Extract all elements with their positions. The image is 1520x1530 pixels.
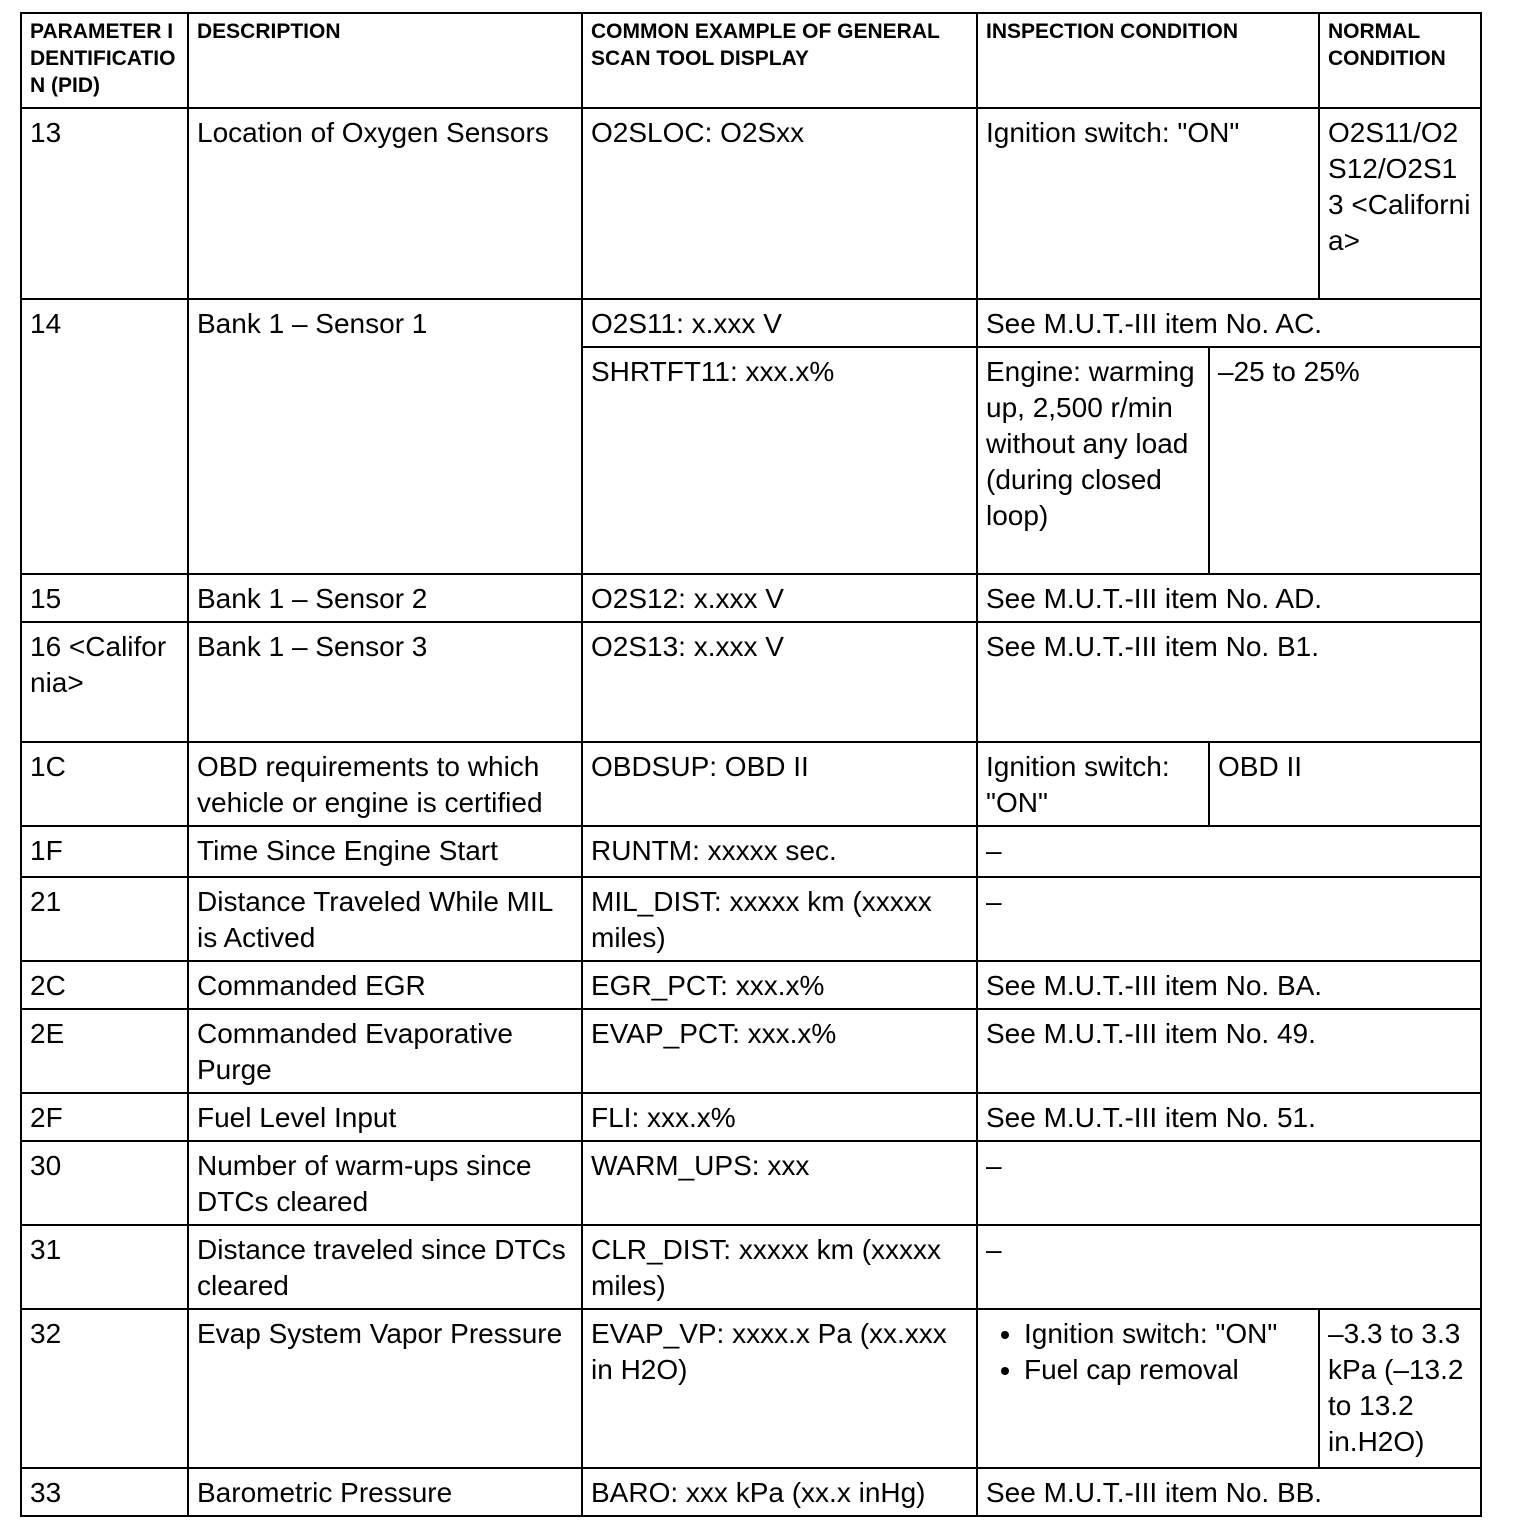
inspection-cell: Engine: warming up, 2,500 r/min without any load (during closed loop) xyxy=(977,347,1209,574)
table-row xyxy=(21,1468,1481,1516)
table-row xyxy=(21,1093,1481,1141)
inspection-cell xyxy=(977,1309,1319,1468)
table-row xyxy=(21,299,1481,347)
inspection-cell: See M.U.T.-III item No. 51. xyxy=(977,1093,1481,1141)
display-cell: O2S12: x.xxx V xyxy=(582,574,977,622)
description-cell: Location of Oxygen Sensors xyxy=(188,108,582,299)
pid-table xyxy=(20,12,1482,1517)
inspection-cell: See M.U.T.-III item No. AC. xyxy=(977,299,1481,347)
display-cell: EVAP_VP: xxxx.x Pa (xx.xxx in H2O) xyxy=(582,1309,977,1468)
table-row xyxy=(21,108,1481,299)
inspection-cell: Ignition switch: "ON" xyxy=(977,742,1209,826)
header-description: DESCRIPTION xyxy=(188,13,582,108)
description-cell: Bank 1 – Sensor 3 xyxy=(188,622,582,742)
inspection-cell: See M.U.T.-III item No. AD. xyxy=(977,574,1481,622)
description-cell: Commanded Evaporative Purge xyxy=(188,1009,582,1093)
description-cell: Distance traveled since DTCs cleared xyxy=(188,1225,582,1309)
pid-cell: 15 xyxy=(21,574,188,622)
pid-cell: 14 xyxy=(21,299,188,574)
pid-cell: 1F xyxy=(21,826,188,877)
table-row xyxy=(21,1141,1481,1225)
header-inspection: INSPECTION CONDITION xyxy=(977,13,1319,108)
pid-cell: 31 xyxy=(21,1225,188,1309)
table-row xyxy=(21,1225,1481,1309)
display-cell: O2SLOC: O2Sxx xyxy=(582,108,977,299)
inspection-cell: – xyxy=(977,1225,1481,1309)
pid-cell: 2F xyxy=(21,1093,188,1141)
display-cell: O2S13: x.xxx V xyxy=(582,622,977,742)
header-display: COMMON EXAMPLE OF GENERAL SCAN TOOL DISPLAY xyxy=(582,13,977,108)
table-row xyxy=(21,574,1481,622)
pid-cell: 33 xyxy=(21,1468,188,1516)
inspection-bullet-list xyxy=(986,1316,1310,1388)
inspection-cell: See M.U.T.-III item No. BB. xyxy=(977,1468,1481,1516)
description-cell: Distance Traveled While MIL is Actived xyxy=(188,877,582,961)
display-cell: WARM_UPS: xxx xyxy=(582,1141,977,1225)
pid-cell: 32 xyxy=(21,1309,188,1468)
description-cell: Bank 1 – Sensor 1 xyxy=(188,299,582,574)
normal-cell: OBD II xyxy=(1209,742,1481,826)
inspection-cell: See M.U.T.-III item No. 49. xyxy=(977,1009,1481,1093)
normal-cell: –25 to 25% xyxy=(1209,347,1481,574)
display-cell: CLR_DIST: xxxxx km (xxxxx miles) xyxy=(582,1225,977,1309)
inspection-bullet: • Ignition switch: "ON" xyxy=(1024,1316,1310,1352)
pid-cell: 2C xyxy=(21,961,188,1009)
table-row xyxy=(21,1309,1481,1468)
description-cell: Commanded EGR xyxy=(188,961,582,1009)
pid-cell: 1C xyxy=(21,742,188,826)
display-cell: EVAP_PCT: xxx.x% xyxy=(582,1009,977,1093)
header-pid: PARAMETER IDENTIFICATION (PID) xyxy=(21,13,188,108)
display-cell: SHRTFT11: xxx.x% xyxy=(582,347,977,574)
pid-cell: 30 xyxy=(21,1141,188,1225)
description-cell: Fuel Level Input xyxy=(188,1093,582,1141)
inspection-cell: Ignition switch: "ON" xyxy=(977,108,1319,299)
inspection-cell: See M.U.T.-III item No. BA. xyxy=(977,961,1481,1009)
display-cell: FLI: xxx.x% xyxy=(582,1093,977,1141)
pid-cell: 2E xyxy=(21,1009,188,1093)
description-cell: Bank 1 – Sensor 2 xyxy=(188,574,582,622)
header-normal: NORMAL CONDITION xyxy=(1319,13,1481,108)
description-cell: Barometric Pressure xyxy=(188,1468,582,1516)
inspection-cell: – xyxy=(977,1141,1481,1225)
inspection-cell: See M.U.T.-III item No. B1. xyxy=(977,622,1481,742)
description-cell: Number of warm-ups since DTCs cleared xyxy=(188,1141,582,1225)
inspection-cell: – xyxy=(977,826,1481,877)
pid-cell: 16 <California> xyxy=(21,622,188,742)
description-cell: Time Since Engine Start xyxy=(188,826,582,877)
normal-cell: –3.3 to 3.3 kPa (–13.2 to 13.2 in.H2O) xyxy=(1319,1309,1481,1468)
table-row xyxy=(21,826,1481,877)
display-cell: RUNTM: xxxxx sec. xyxy=(582,826,977,877)
normal-cell: O2S11/O2S12/O2S13 <California> xyxy=(1319,108,1481,299)
display-cell: MIL_DIST: xxxxx km (xxxxx miles) xyxy=(582,877,977,961)
pid-cell: 21 xyxy=(21,877,188,961)
table-row xyxy=(21,622,1481,742)
header-row xyxy=(21,13,1481,108)
display-cell: EGR_PCT: xxx.x% xyxy=(582,961,977,1009)
description-cell: OBD requirements to which vehicle or engine is certified xyxy=(188,742,582,826)
table-row xyxy=(21,877,1481,961)
inspection-bullet: • Fuel cap removal xyxy=(1024,1352,1310,1388)
display-cell: BARO: xxx kPa (xx.x inHg) xyxy=(582,1468,977,1516)
inspection-cell: – xyxy=(977,877,1481,961)
display-cell: OBDSUP: OBD II xyxy=(582,742,977,826)
display-cell: O2S11: x.xxx V xyxy=(582,299,977,347)
description-cell: Evap System Vapor Pressure xyxy=(188,1309,582,1468)
table-row xyxy=(21,1009,1481,1093)
table-row xyxy=(21,742,1481,826)
pid-cell: 13 xyxy=(21,108,188,299)
table-row xyxy=(21,961,1481,1009)
